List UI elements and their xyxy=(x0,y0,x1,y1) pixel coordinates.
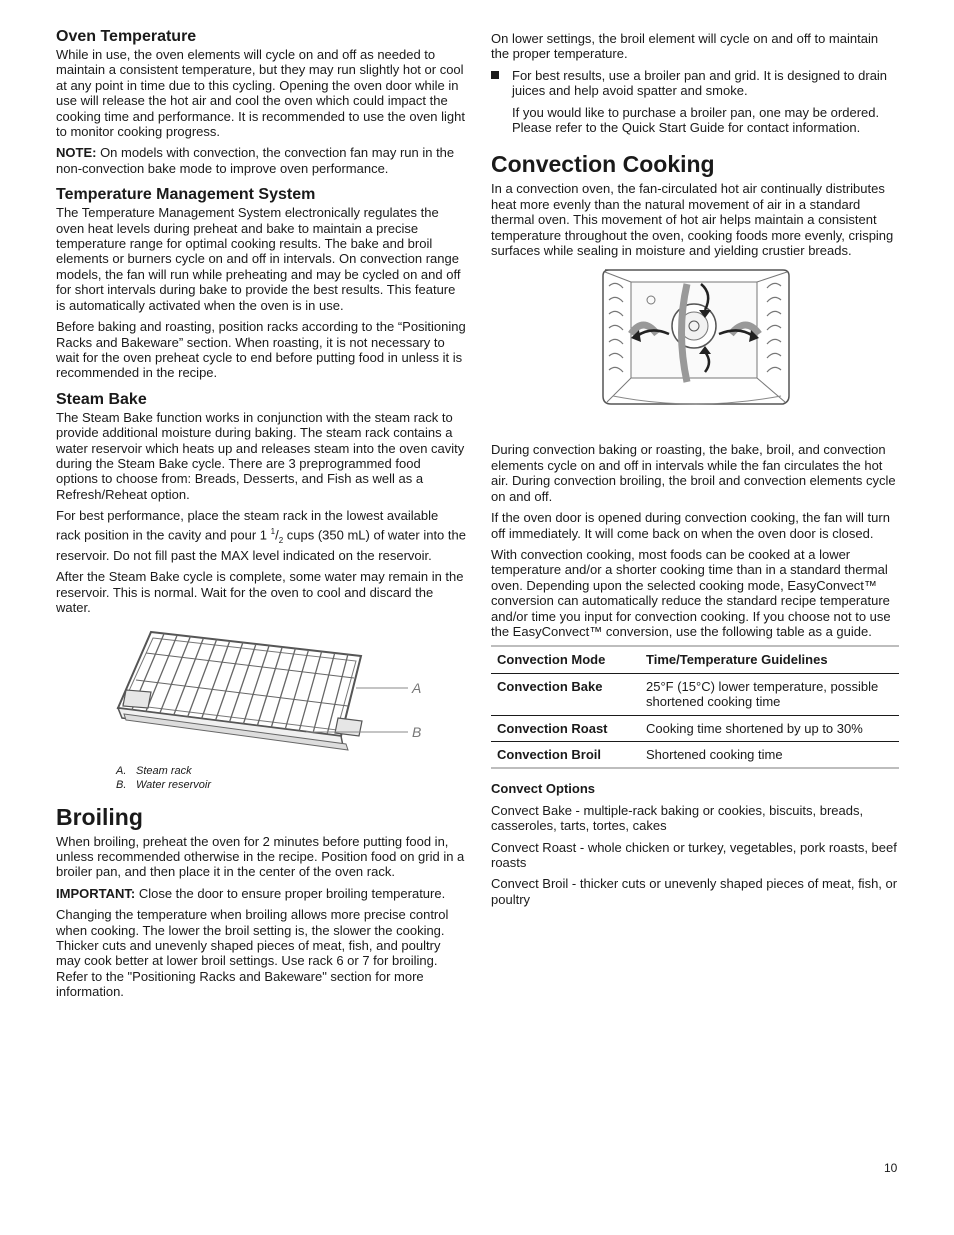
table-row xyxy=(491,741,899,768)
oven-temperature-heading: Oven Temperature xyxy=(56,28,197,45)
note-label: NOTE: xyxy=(56,145,97,161)
convection-paragraph-3: If the oven door is opened during convection cooking, the fan will turn off immediately. It will come back on when the oven door is closed. xyxy=(491,510,890,541)
steam-p2-a: For best performance, place the steam rack in the lowest available rack position in the cavity and pour 1 xyxy=(56,508,439,542)
convection-figure xyxy=(491,264,899,438)
broil-lower-settings: On lower settings, the broil element will cycle on and off to maintain the proper temperature. xyxy=(491,31,879,62)
row-mode: Convection Roast xyxy=(497,720,608,736)
right-column xyxy=(491,31,899,913)
steam-bake-paragraph-1: The Steam Bake function works in conjunction with the steam rack to provide additional moisture during baking. The steam rack contains a water reservoir which heats up and releases steam into the oven cavity during the Steam Bake cycle. There are 3 preprogrammed food options to choose from: Breads, Desserts, and Fish as well as a Refresh/Reheat option. xyxy=(56,409,465,502)
tms-paragraph-1: The Temperature Management System electronically regulates the oven heat levels during preheat and bake to maintain a precise temperature range for optimal cooking results. The bake and broil elements or burners cycle on and off in intervals. On convection range models, the fan will run while preheating and may be cycled on and off for short intervals during bake to provide the best results. This feature is automatically activated when the oven is in use. xyxy=(56,205,461,313)
row-guide: 25°F (15°C) lower temperature, possible shortened cooking time xyxy=(646,678,879,710)
row-mode: Convection Broil xyxy=(497,746,602,762)
figure-label-b: B xyxy=(412,723,422,740)
broiler-pan-order: If you would like to purchase a broiler pan, one may be ordered. Please refer to the Quick Start Guide for contact information. xyxy=(512,104,880,136)
broiling-paragraph-2: Changing the temperature when broiling allows more precise control when cooking. The lower the broil setting is, the slower the cooking. Thicker cuts and unevenly shaped pieces of meat, fish, and poultry may cook better at lower broil settings. Use rack 6 or 7 for broiling. Refer to the "Positioning Racks and Bakeware" section for more information. xyxy=(56,907,449,1000)
convect-option-item: Convect Roast - whole chicken or turkey, vegetables, pork roasts, beef roasts xyxy=(491,839,897,870)
page-number: 10 xyxy=(884,1161,898,1175)
caption-b xyxy=(56,778,466,792)
note-text: On models with convection, the convection fan may run in the non-convection bake mode to improve oven performance. xyxy=(56,145,455,176)
important-text: Close the door to ensure proper broiling temperature. xyxy=(135,885,446,901)
convection-oven-illustration xyxy=(491,264,899,438)
tms-heading: Temperature Management System xyxy=(56,186,316,204)
broiling-heading: Broiling xyxy=(56,803,143,830)
caption-a xyxy=(56,764,466,778)
row-guide: Shortened cooking time xyxy=(646,746,783,762)
bullet-text: For best results, use a broiler pan and grid. It is designed to drain juices and help avoid spatter and smoke. xyxy=(512,67,888,99)
convect-option-item: Convect Broil - thicker cuts or unevenly shaped pieces of meat, fish, or poultry xyxy=(491,876,898,907)
steam-bake-paragraph-3: After the Steam Bake cycle is complete, some water may remain in the reservoir. This is normal. Wait for the oven to cool and discard the water. xyxy=(56,569,464,616)
broiler-pan-bullet xyxy=(491,68,899,99)
table-row xyxy=(491,673,899,715)
row-mode: Convection Bake xyxy=(497,678,603,694)
oven-temperature-paragraph: While in use, the oven elements will cycle on and off as needed to maintain a consistent temperature, but they may run slightly hot or cool at any point in time due to this cycling. Opening the oven door while in use will release the hot air and cool the oven which could impact the cooking time and performance. It is recommended to use the oven light to monitor cooking progress. xyxy=(56,47,465,140)
convect-options-title: Convect Options xyxy=(491,781,596,797)
caption-a-text: Steam rack xyxy=(136,764,192,777)
broiling-paragraph-1: When broiling, preheat the oven for 2 minutes before putting food in, unless recommended otherwise in the recipe. Position food on grid in a broiler pan, and then place it in the center of the oven rack. xyxy=(56,833,465,880)
row-guide: Cooking time shortened by up to 30% xyxy=(646,720,863,736)
fraction-numerator: 1 xyxy=(270,526,276,536)
caption-b-letter: B. xyxy=(116,778,127,791)
steam-rack-illustration xyxy=(56,628,466,758)
steam-bake-paragraph-2: For best performance, place the steam rack in the lowest available rack position in the cavity and pour 1 $^1/_2$ cups (350 mL) of water into the reservoir. Do not fill past the MAX level indicated on the reservoir. xyxy=(56,508,466,563)
convection-paragraph-2: During convection baking or roasting, the bake, broil, and convection elements cycle on and off in intervals while the fan circulates the hot air. During convection broiling, the broil and convection elements cycle on and off. xyxy=(491,442,896,504)
fraction-denominator: 2 xyxy=(278,535,284,545)
steam-rack-figure xyxy=(56,628,466,758)
caption-b-text: Water reservoir xyxy=(136,778,211,791)
steam-bake-heading: Steam Bake xyxy=(56,390,147,408)
table-row xyxy=(491,715,899,741)
steam-p2-b: cups (350 mL) of water into the reservoir. Do not fill past the MAX level indicated on the reservoir. xyxy=(56,526,466,563)
header-guide: Time/Temperature Guidelines xyxy=(646,652,828,668)
oven-temperature-note xyxy=(56,145,466,176)
left-column xyxy=(56,28,466,1006)
convection-guide-table xyxy=(491,645,899,769)
broiling-important xyxy=(56,886,466,901)
convection-paragraph-1: In a convection oven, the fan-circulated hot air continually distributes heat more evenly than the natural movement of air in a standard thermal oven. This movement of hot air helps maintain a consistent temperature throughout the oven, cooking foods more evenly, crisping surfaces while sealing in moisture and yielding crustier breads. xyxy=(491,181,894,259)
tms-paragraph-2: Before baking and roasting, position racks according to the “Positioning Racks and Bakeware” section. When roasting, it is not necessary to wait for the oven preheat cycle to end before putting food in unless it is recommended in the recipe. xyxy=(56,319,466,381)
convection-paragraph-4: With convection cooking, most foods can be cooked at a lower temperature and/or a shorter cooking time than in a standard thermal oven. Depending upon the selected cooking mode, EasyConvect™ conversion can automatically reduce the standard recipe temperature and/or time you input for convection cooking. If you choose not to use the EasyConvect™ conversion, use the following table as a guide. xyxy=(491,546,891,639)
convect-option-item: Convect Bake - multiple-rack baking or cookies, biscuits, breads, casseroles, tarts, tortes, cakes xyxy=(491,802,864,834)
header-mode: Convection Mode xyxy=(497,652,606,668)
table-header-row xyxy=(491,646,899,673)
bullet-square-icon xyxy=(491,71,499,79)
caption-a-letter: A. xyxy=(116,764,127,777)
figure-captions xyxy=(56,764,466,792)
figure-label-a: A xyxy=(412,679,422,696)
important-label: IMPORTANT: xyxy=(56,885,136,901)
convection-heading: Convection Cooking xyxy=(491,151,715,178)
